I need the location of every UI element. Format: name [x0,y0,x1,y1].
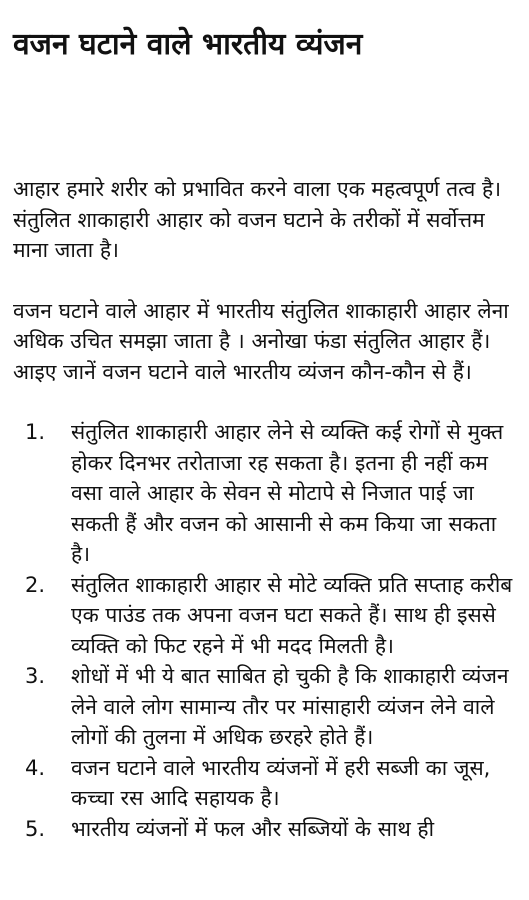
list-item [13,753,529,814]
list-item-text: शोधों में भी ये बात साबित हो चुकी है कि शाकाहारी व्यंजन लेने वाले लोग सामान्य तौर पर मांसाहारी व्यंजन लेने वाले लोगों की तुलना में अधिक छरहरे होते हैं। [71,664,509,749]
article-title: वजन घटाने वाले भारतीय व्यंजन [13,27,363,62]
list-item-text: वजन घटाने वाले भारतीय व्यंजनों में हरी सब्जी का जूस, कच्चा रस आदि सहायक है। [71,755,491,810]
list-item-number: 1. [25,420,46,444]
list-item [13,417,529,570]
list-item-text: संतुलित शाकाहारी आहार से मोटे व्यक्ति प्रति सप्ताह करीब एक पाउंड तक अपना वजन घटा सकते हैं। साथ ही इससे व्यक्ति को फिट रहने में भी मदद मिलती है। [71,572,513,658]
list-item-number: 4. [25,755,46,780]
list-item-text: भारतीय व्यंजनों में फल और सब्जियों के साथ ही [71,816,435,841]
tips-list [13,417,529,844]
second-paragraph: वजन घटाने वाले आहार में भारतीय संतुलित शाकाहारी आहार लेना अधिक उचित समझा जाता है । अनोखा फंडा संतुलित आहार हैं। आइए जानें वजन घटाने वाले भारतीय व्यंजन कौन-कौन से हैं। [13,298,509,384]
list-item [13,814,529,845]
list-item-text: संतुलित शाकाहारी आहार लेने से व्यक्ति कई रोगों से मुक्त होकर दिनभर तरोताजा रह सकता है। इतना ही नहीं कम वसा वाले आहार के सेवन से मोटापे से निजात पाई जा सकती हैं और वजन को आसानी से कम किया जा सकता है। [71,420,504,566]
list-item [13,570,529,662]
list-item-number: 5. [25,816,46,841]
list-item-number: 2. [25,572,46,597]
list-item [13,661,529,753]
intro-paragraph: आहार हमारे शरीर को प्रभावित करने वाला एक महत्वपूर्ण तत्व है। संतुलित शाकाहारी आहार को वजन घटाने के तरीकों में सर्वोत्तम माना जाता है। [13,177,502,262]
list-item-number: 3. [25,664,46,688]
